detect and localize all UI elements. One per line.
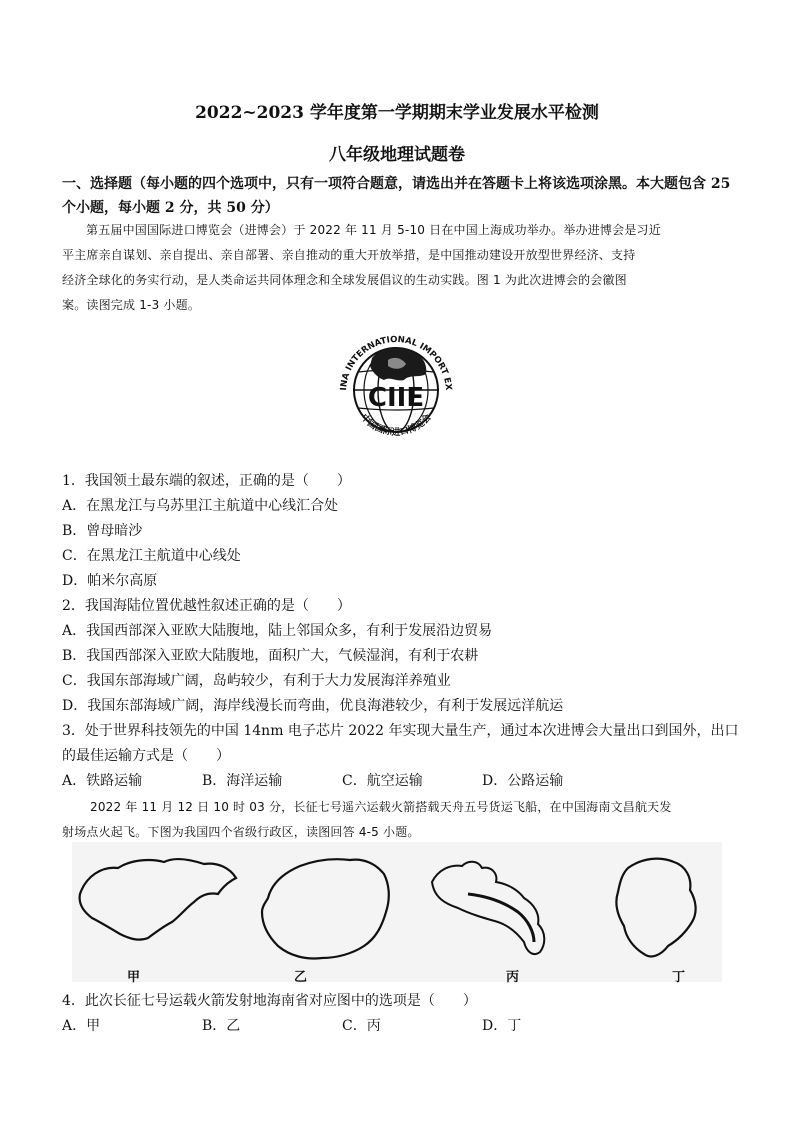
q4-option-b[interactable]: B．乙 [202, 1018, 241, 1034]
q1-option-b[interactable]: B．曾母暗沙 [62, 523, 143, 539]
q3-option-c[interactable]: C．航空运输 [342, 773, 423, 789]
map-label-yi: 乙 [294, 970, 308, 985]
q1-stem: 1．我国领土最东端的叙述，正确的是（ ） [62, 473, 351, 489]
section-heading-line2: 个小题，每小题 2 分，共 50 分） [62, 200, 279, 216]
q2-stem: 2．我国海陆位置优越性叙述正确的是（ ） [62, 598, 351, 614]
ciie-ring-text: INA INTERNATIONAL IMPORT EX [339, 334, 454, 391]
q1-option-c[interactable]: C．在黑龙江主航道中心线处 [62, 548, 241, 564]
q1-option-a[interactable]: A．在黑龙江与乌苏里江主航道中心线汇合处 [62, 498, 339, 514]
q2-option-b[interactable]: B．我国西部深入亚欧大陆腹地，面积广大，气候湿润，有利于农耕 [62, 648, 479, 664]
ciie-center-text: CIIE [367, 383, 425, 413]
exam-subtitle: 八年级地理试题卷 [329, 145, 465, 165]
map-label-jia: 甲 [127, 970, 141, 985]
section-heading-line1: 一、选择题（每小题的四个选项中，只有一项符合题意，请选出并在答题卡上将该选项涂黑。本大题包含 25 [62, 176, 731, 192]
passage-expo [62, 218, 732, 318]
passage-line: 2022 年 11 月 12 日 10 时 03 分，长征七号遥六运载火箭搭载天舟五号货运飞船，在中国海南文昌航天发 [90, 800, 672, 814]
q4-option-c[interactable]: C．丙 [342, 1018, 381, 1034]
q4-stem: 4．此次长征七号运载火箭发射地海南省对应图中的选项是（ ） [62, 993, 477, 1009]
q3-option-b[interactable]: B．海洋运输 [202, 773, 283, 789]
province-maps-figure [72, 842, 722, 985]
q2-option-a[interactable]: A．我国西部深入亚欧大陆腹地，陆上邻国众多，有利于发展沿边贸易 [62, 623, 493, 639]
q3-options [62, 770, 563, 790]
q3-stem-line2: 的最佳运输方式是（ ） [62, 748, 230, 764]
province-map-jia [80, 859, 236, 940]
q3-stem-line1: 3．处于世界科技领先的中国 14nm 电子芯片 2022 年实现大量生产，通过本次进博会大量出口到国外，出口 [62, 723, 739, 739]
section-heading [62, 172, 742, 220]
q2-option-d[interactable]: D．我国东部海域广阔，海岸线漫长而弯曲，优良海港较少，有利于发展远洋航运 [62, 698, 564, 714]
passage-line: 射场点火起飞。下图为我国四个省级行政区，读图回答 4-5 小题。 [62, 825, 420, 839]
province-map-bing [432, 862, 544, 954]
passage-rocket [62, 795, 732, 845]
map-label-bing: 丙 [506, 970, 520, 985]
passage-line: 平主席亲自谋划、亲自提出、亲自部署、亲自推动的重大开放举措，是中国推动建设开放型世界经济、支持 [62, 248, 636, 262]
q1-option-d[interactable]: D．帕米尔高原 [62, 573, 158, 589]
passage-line: 经济全球化的务实行动，是人类命运共同体理念和全球发展倡议的生动实践。图 1 为此次进博会的会徽图 [62, 273, 627, 287]
q4-option-d[interactable]: D．丁 [482, 1018, 522, 1034]
exam-title: 2022~2023 学年度第一学期期末学业发展水平检测 [195, 103, 599, 123]
q2-option-c[interactable]: C．我国东部海域广阔，岛屿较少，有利于大力发展海洋养殖业 [62, 673, 451, 689]
ciie-logo-graphic [328, 322, 464, 458]
q3-option-d[interactable]: D．公路运输 [482, 773, 564, 789]
province-maps-graphic [72, 842, 722, 982]
ciie-bottom-text: 中国国际进口博览会 [358, 412, 434, 438]
q4-options [62, 1015, 521, 1035]
map-label-ding: 丁 [672, 970, 686, 985]
ciie-logo-figure [328, 322, 464, 458]
q4-option-a[interactable]: A．甲 [62, 1018, 101, 1034]
province-map-ding [616, 859, 695, 957]
passage-line: 案。读图完成 1-3 小题。 [62, 298, 201, 312]
q3-option-a[interactable]: A．铁路运输 [62, 773, 143, 789]
province-map-yi [262, 859, 389, 958]
passage-line: 第五届中国国际进口博览会（进博会）于 2022 年 11 月 5-10 日在中国上海成功举办。举办进博会是习近 [86, 223, 661, 237]
